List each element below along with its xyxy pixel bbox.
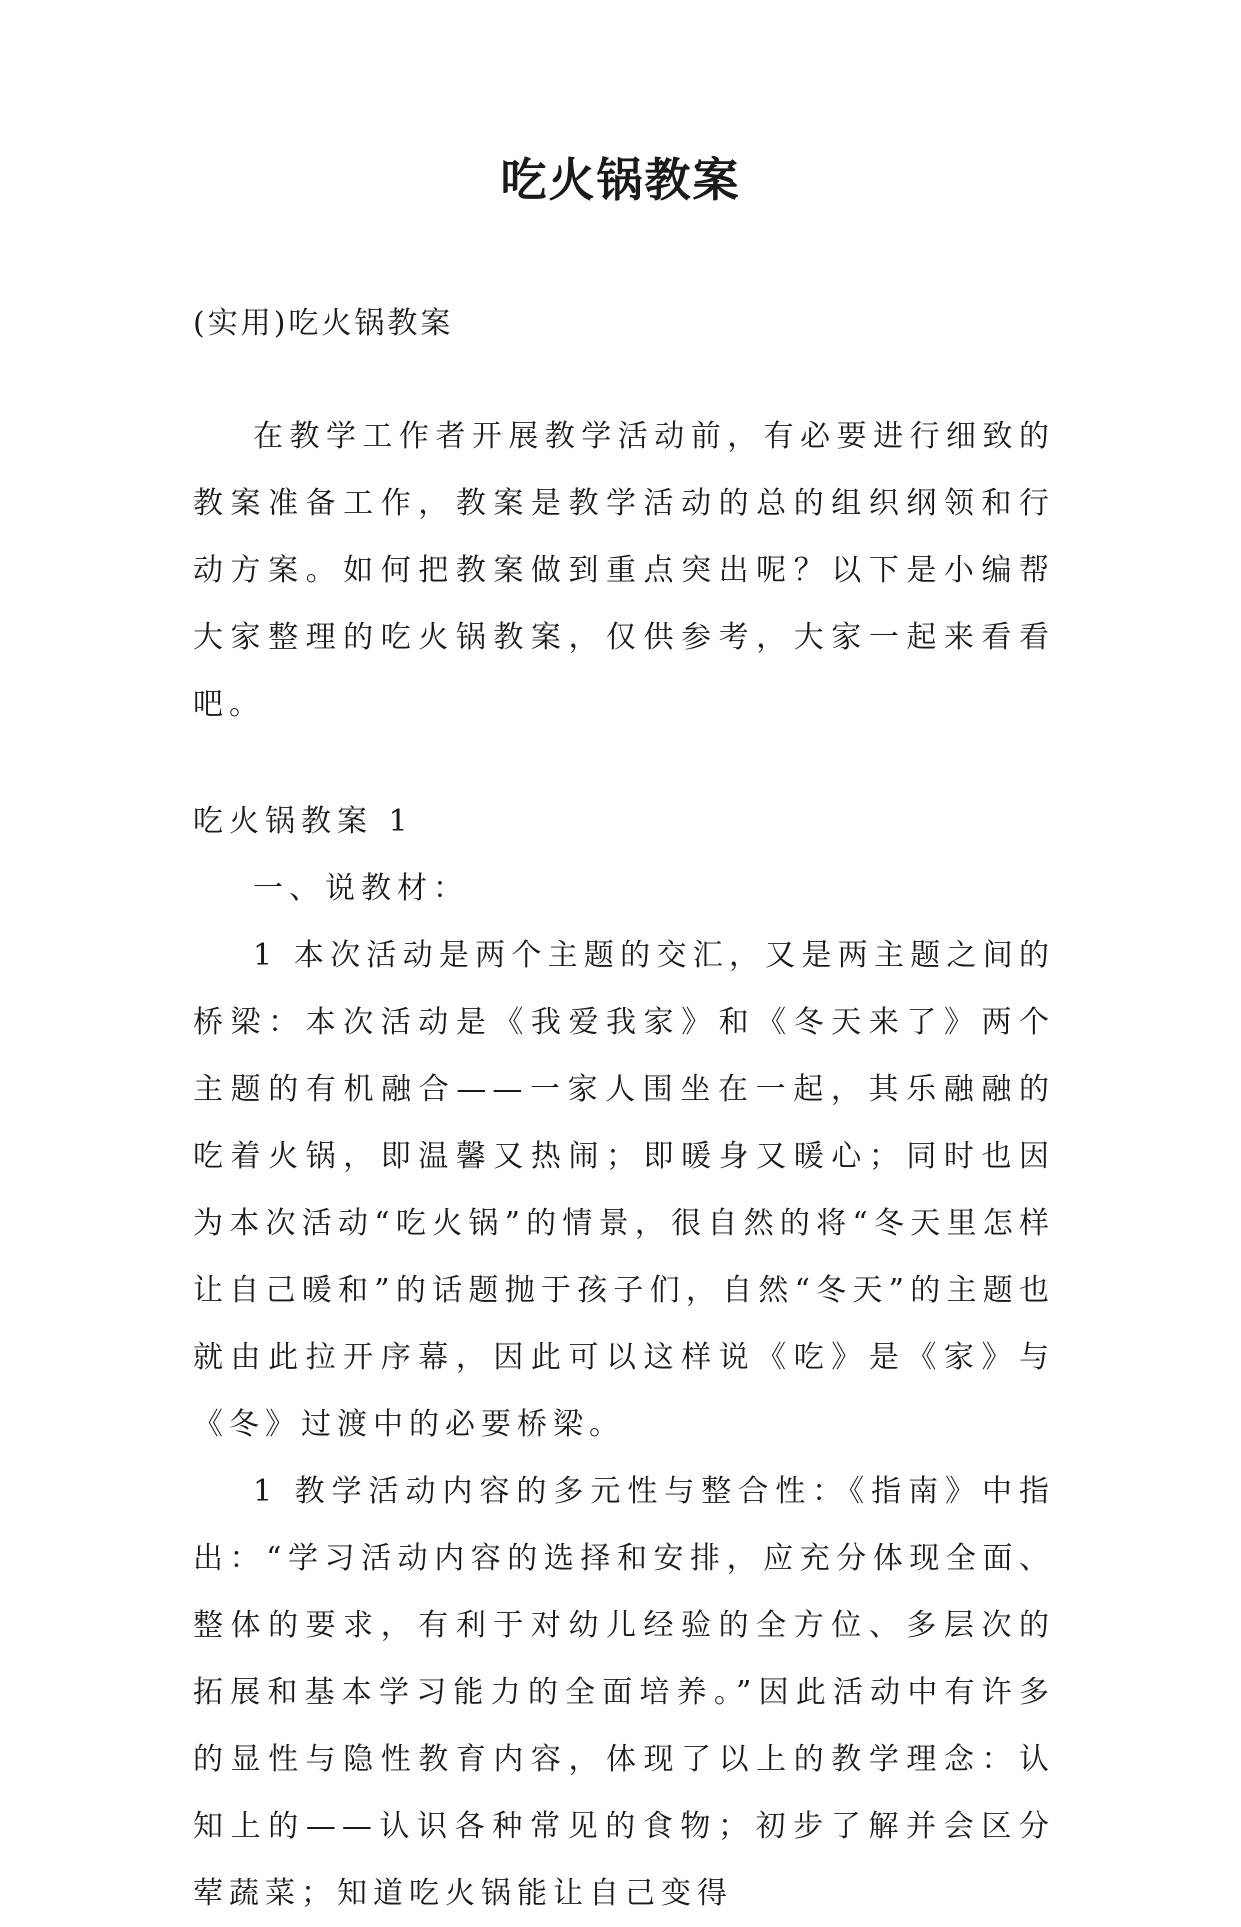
document-subtitle: (实用)吃火锅教案 [193, 306, 454, 341]
document-body [193, 290, 1055, 1927]
body-paragraph-2: 1 教学活动内容的多元性与整合性：《指南》中指出：“学习活动内容的选择和安排，应充分体现全面、整体的要求，有利于对幼儿经验的全方位、多层次的拓展和基本学习能力的全面培养。”因此活动中有许多的显性与隐性教育内容，体现了以上的教学理念：认知上的——认识各种常见的食物；初步了解并会区分荤蔬菜；知道吃火锅能让自己变得 [193, 1474, 1055, 1911]
body-paragraph-1: 1 本次活动是两个主题的交汇，又是两主题之间的桥梁：本次活动是《我爱我家》和《冬天来了》两个主题的有机融合——一家人围坐在一起，其乐融融的吃着火锅，即温馨又热闹；即暖身又暖心；同时也因为本次活动“吃火锅”的情景，很自然的将“冬天里怎样让自己暖和”的话题抛于孩子们，自然“冬天”的主题也就由此拉开序幕，因此可以这样说《吃》是《家》与《冬》过渡中的必要桥梁。 [193, 938, 1055, 1442]
document-title: 吃火锅教案 [500, 153, 741, 207]
spacer [193, 738, 1055, 788]
intro-paragraph: 在教学工作者开展教学活动前，有必要进行细致的教案准备工作，教案是教学活动的总的组织纲领和行动方案。如何把教案做到重点突出呢？以下是小编帮大家整理的吃火锅教案，仅供参考，大家一起来看看吧。 [193, 419, 1055, 722]
spacer [193, 357, 1055, 403]
section-subheading: 一、说教材： [253, 871, 469, 906]
section-heading: 吃火锅教案 1 [193, 804, 414, 839]
